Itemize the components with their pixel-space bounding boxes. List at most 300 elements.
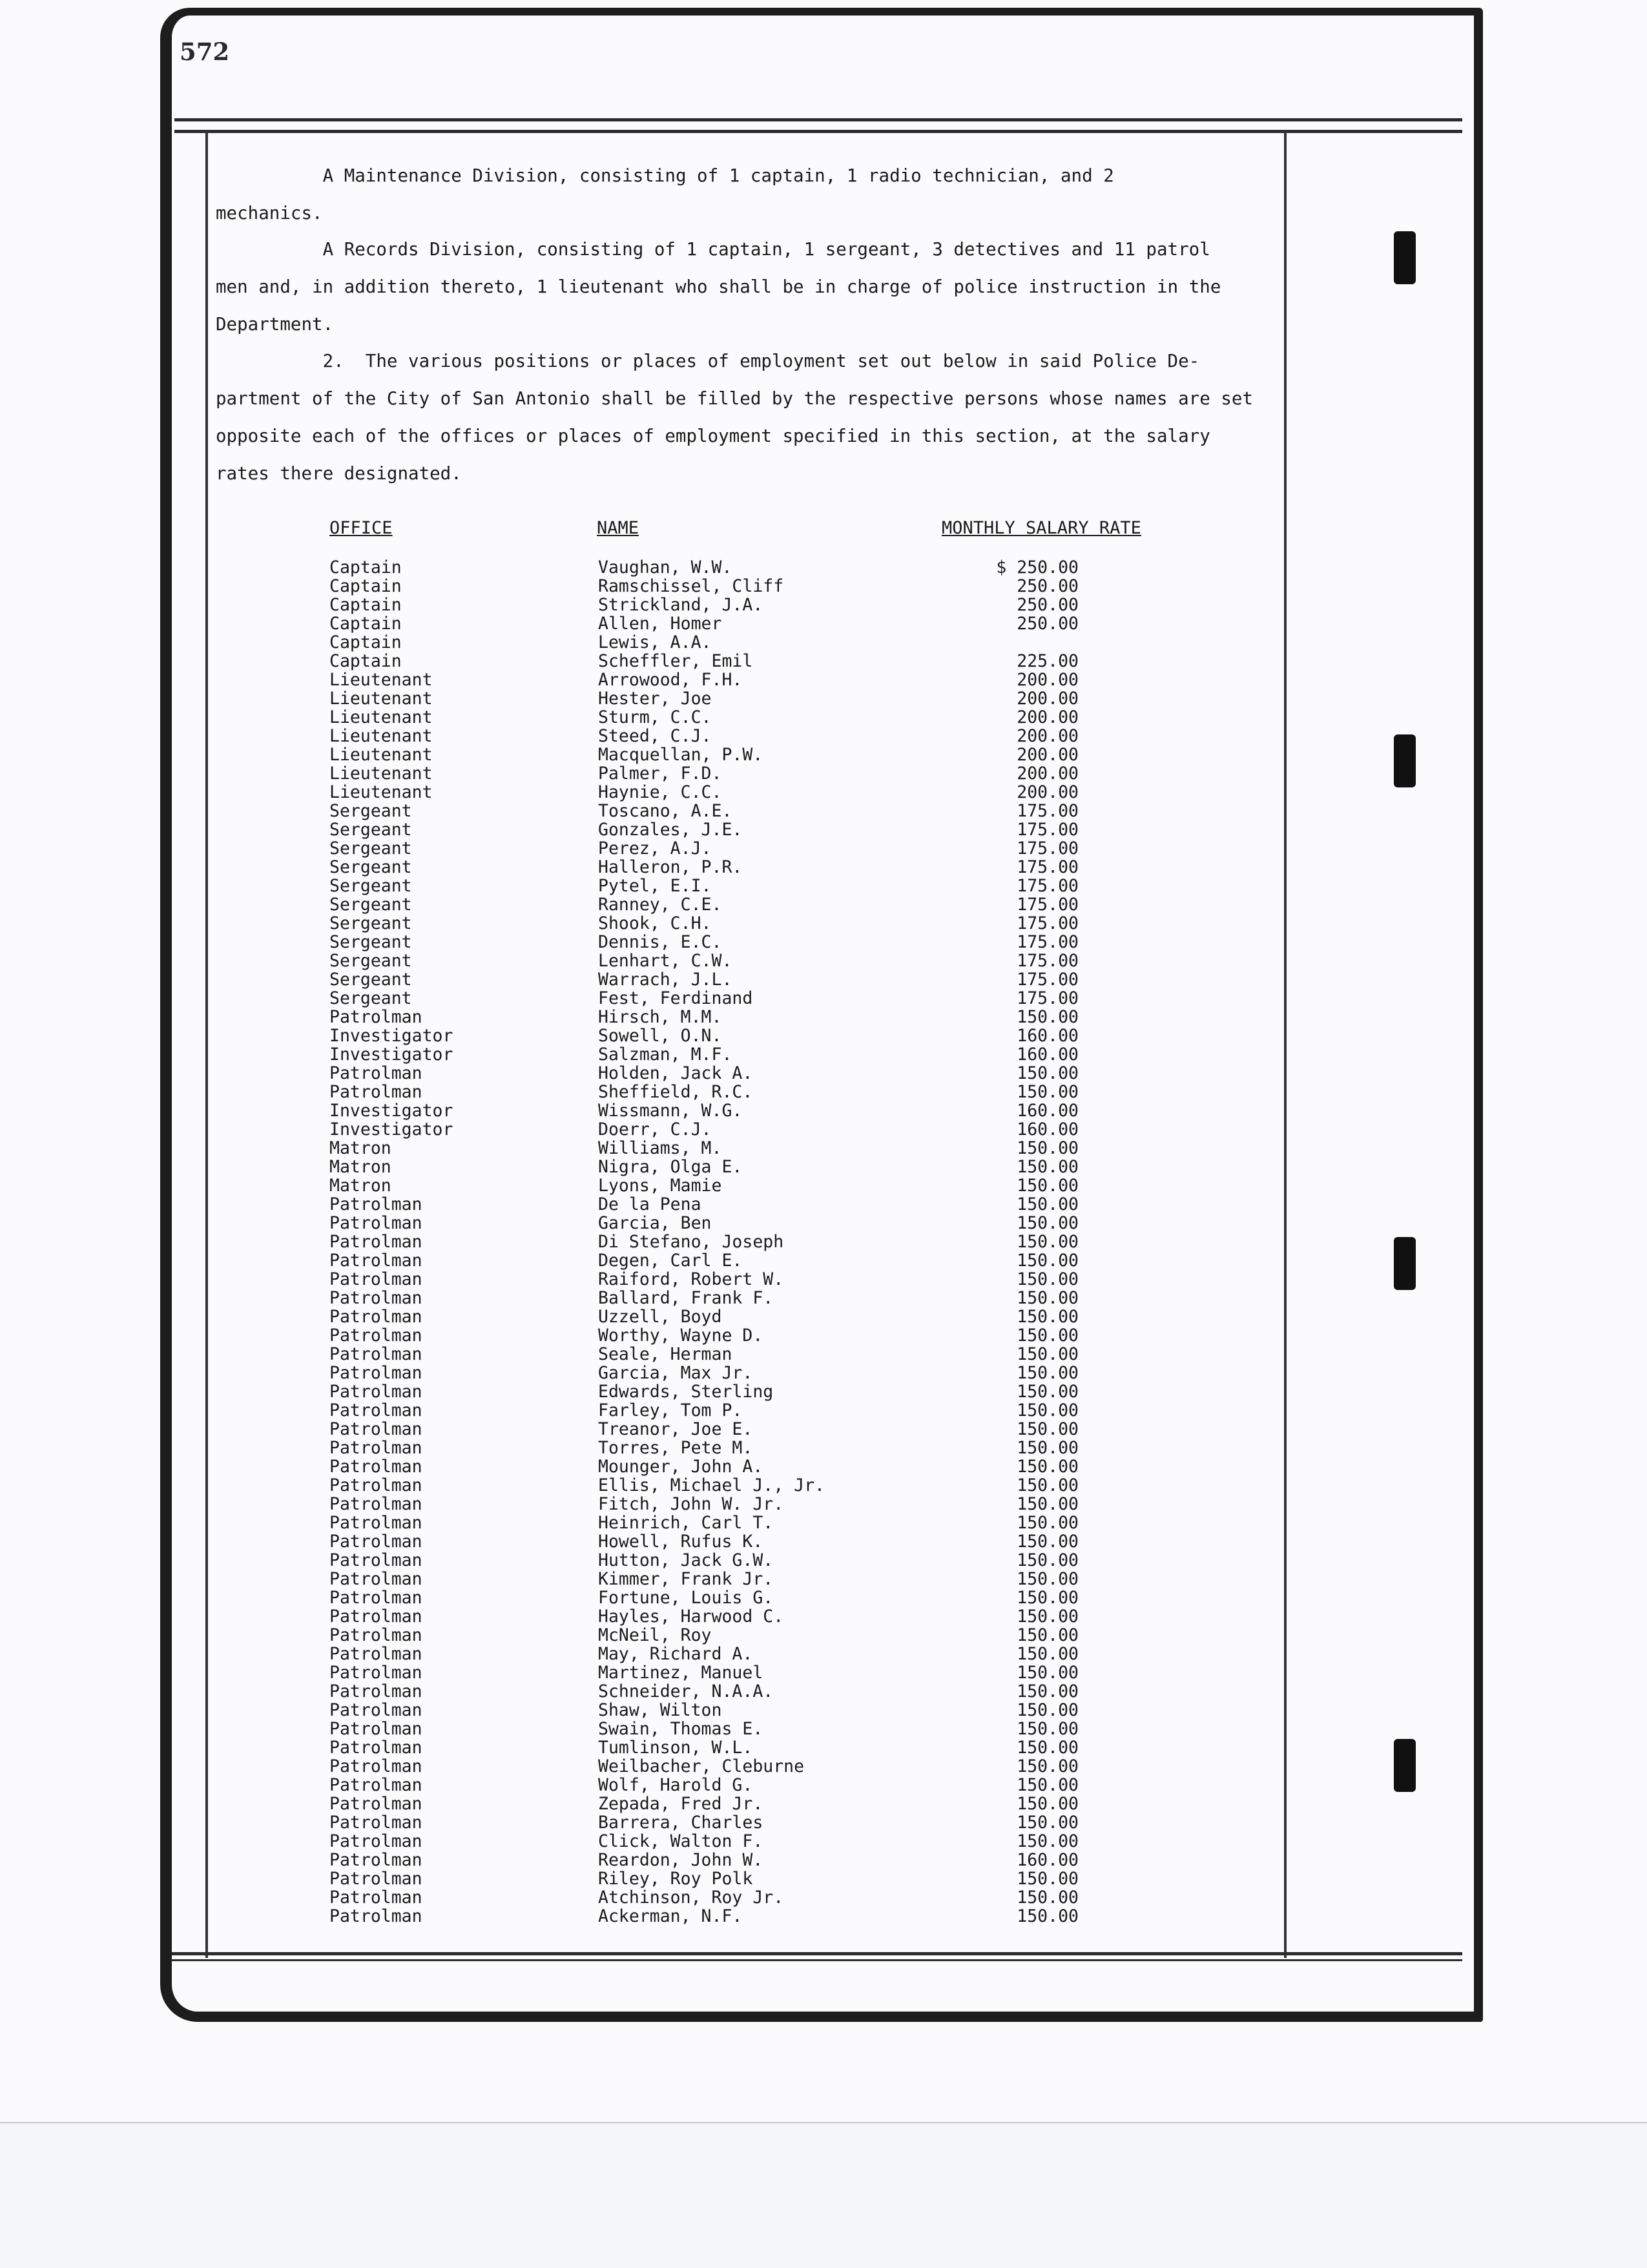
name-cell: Fitch, John W. Jr.	[598, 1494, 784, 1514]
page-number: 572	[180, 37, 230, 66]
table-row	[0, 933, 1647, 952]
table-row	[0, 689, 1647, 708]
salary-cell: 200.00	[1017, 782, 1079, 802]
table-row	[0, 745, 1647, 764]
office-cell: Patrolman	[329, 1569, 422, 1589]
name-cell: Allen, Homer	[598, 614, 722, 634]
name-cell: Barrera, Charles	[598, 1813, 763, 1833]
office-cell: Patrolman	[329, 1756, 422, 1776]
salary-cell: 150.00	[1017, 1063, 1079, 1083]
office-cell: Patrolman	[329, 1888, 422, 1908]
office-cell: Lieutenant	[329, 764, 433, 784]
name-cell: Scheffler, Emil	[598, 651, 753, 671]
table-row	[0, 970, 1647, 989]
table-row	[0, 1682, 1647, 1701]
office-cell: Sergeant	[329, 895, 412, 915]
salary-cell: 150.00	[1017, 1457, 1079, 1477]
office-cell: Patrolman	[329, 1457, 422, 1477]
name-cell: Di Stefano, Joseph	[598, 1232, 784, 1252]
office-cell: Patrolman	[329, 1588, 422, 1608]
name-cell: Garcia, Ben	[598, 1213, 712, 1233]
office-cell: Captain	[329, 614, 402, 634]
salary-cell: 250.00	[1017, 576, 1079, 596]
name-cell: Treanor, Joe E.	[598, 1419, 753, 1439]
office-cell: Sergeant	[329, 857, 412, 877]
office-cell: Patrolman	[329, 1681, 422, 1701]
name-cell: Edwards, Sterling	[598, 1382, 774, 1402]
table-row	[0, 671, 1647, 689]
table-row	[0, 1663, 1647, 1682]
name-cell: Degen, Carl E.	[598, 1251, 743, 1271]
salary-cell: 150.00	[1017, 1157, 1079, 1177]
header-rule	[174, 118, 1462, 121]
salary-cell: 175.00	[1017, 932, 1079, 952]
table-row	[0, 1214, 1647, 1233]
name-cell: Howell, Rufus K.	[598, 1532, 763, 1552]
salary-cell: 150.00	[1017, 1138, 1079, 1158]
name-cell: Wissmann, W.G.	[598, 1101, 743, 1121]
salary-cell: 150.00	[1017, 1625, 1079, 1645]
salary-cell: 150.00	[1017, 1344, 1079, 1364]
name-cell: Hester, Joe	[598, 689, 712, 709]
table-row	[0, 1083, 1647, 1101]
name-cell: McNeil, Roy	[598, 1625, 712, 1645]
name-cell: Schneider, N.A.A.	[598, 1681, 774, 1701]
name-cell: Williams, M.	[598, 1138, 722, 1158]
name-cell: Lyons, Mamie	[598, 1176, 722, 1196]
salary-cell: 160.00	[1017, 1101, 1079, 1121]
name-cell: May, Richard A.	[598, 1644, 753, 1664]
office-cell: Lieutenant	[329, 745, 433, 765]
salary-cell: 160.00	[1017, 1026, 1079, 1046]
salary-cell: 150.00	[1017, 1232, 1079, 1252]
name-cell: Click, Walton F.	[598, 1831, 763, 1851]
footer-rule	[172, 1952, 1462, 1955]
table-row	[0, 1120, 1647, 1139]
table-row	[0, 727, 1647, 745]
office-cell: Patrolman	[329, 1738, 422, 1758]
office-cell: Patrolman	[329, 1850, 422, 1870]
salary-cell: 150.00	[1017, 1494, 1079, 1514]
table-row	[0, 1888, 1647, 1907]
office-cell: Matron	[329, 1157, 391, 1177]
table-row	[0, 764, 1647, 783]
name-cell: Seale, Herman	[598, 1344, 732, 1364]
salary-cell: 200.00	[1017, 764, 1079, 784]
table-row	[0, 1457, 1647, 1476]
table-row	[0, 839, 1647, 858]
salary-cell: 150.00	[1017, 1363, 1079, 1383]
office-cell: Patrolman	[329, 1813, 422, 1833]
salary-cell: 150.00	[1017, 1475, 1079, 1495]
name-cell: Lewis, A.A.	[598, 632, 712, 652]
office-cell: Captain	[329, 632, 402, 652]
name-cell: Sturm, C.C.	[598, 707, 712, 727]
name-cell: Zepada, Fred Jr.	[598, 1794, 763, 1814]
name-cell: Heinrich, Carl T.	[598, 1513, 774, 1533]
salary-cell: 200.00	[1017, 726, 1079, 746]
name-cell: Sowell, O.N.	[598, 1026, 722, 1046]
table-row	[0, 1176, 1647, 1195]
office-cell: Patrolman	[329, 1607, 422, 1627]
table-row	[0, 820, 1647, 839]
table-row	[0, 1439, 1647, 1457]
table-row	[0, 1832, 1647, 1851]
office-cell: Patrolman	[329, 1700, 422, 1720]
table-row	[0, 1289, 1647, 1307]
salary-cell: 150.00	[1017, 1213, 1079, 1233]
table-row	[0, 989, 1647, 1008]
name-cell: Raiford, Robert W.	[598, 1269, 784, 1289]
salary-cell: 175.00	[1017, 801, 1079, 821]
header-rule	[174, 130, 1462, 133]
salary-cell: 175.00	[1017, 838, 1079, 858]
office-cell: Patrolman	[329, 1082, 422, 1102]
office-cell: Lieutenant	[329, 707, 433, 727]
name-cell: Garcia, Max Jr.	[598, 1363, 753, 1383]
table-row	[0, 1064, 1647, 1083]
table-row	[0, 1607, 1647, 1626]
name-cell: Steed, C.J.	[598, 726, 712, 746]
office-cell: Sergeant	[329, 988, 412, 1008]
salary-cell: 150.00	[1017, 1700, 1079, 1720]
office-cell: Patrolman	[329, 1719, 422, 1739]
name-cell: Reardon, John W.	[598, 1850, 763, 1870]
salary-cell: 150.00	[1017, 1307, 1079, 1327]
name-cell: Shook, C.H.	[598, 913, 712, 933]
name-cell: Nigra, Olga E.	[598, 1157, 743, 1177]
table-row	[0, 1364, 1647, 1382]
salary-cell: 150.00	[1017, 1681, 1079, 1701]
name-cell: Pytel, E.I.	[598, 876, 712, 896]
office-cell: Sergeant	[329, 913, 412, 933]
office-cell: Sergeant	[329, 951, 412, 971]
name-cell: Hayles, Harwood C.	[598, 1607, 784, 1627]
name-cell: Fortune, Louis G.	[598, 1588, 774, 1608]
salary-cell: 175.00	[1017, 895, 1079, 915]
paragraph-maintenance-division: A Maintenance Division, consisting of 1 captain, 1 radio technician, and 2 mechanics.	[216, 165, 1114, 224]
name-cell: Gonzales, J.E.	[598, 820, 743, 840]
salary-cell: 160.00	[1017, 1119, 1079, 1139]
salary-cell: 175.00	[1017, 970, 1079, 990]
table-row	[0, 1326, 1647, 1345]
table-row	[0, 577, 1647, 596]
office-cell: Matron	[329, 1138, 391, 1158]
name-cell: Martinez, Manuel	[598, 1663, 763, 1683]
office-cell: Patrolman	[329, 1400, 422, 1420]
name-cell: Perez, A.J.	[598, 838, 712, 858]
office-cell: Patrolman	[329, 1382, 422, 1402]
table-row	[0, 596, 1647, 614]
office-cell: Captain	[329, 595, 402, 615]
table-row	[0, 1851, 1647, 1869]
salary-cell: 150.00	[1017, 1269, 1079, 1289]
office-cell: Patrolman	[329, 1194, 422, 1214]
office-cell: Lieutenant	[329, 726, 433, 746]
office-cell: Captain	[329, 576, 402, 596]
name-cell: Torres, Pete M.	[598, 1438, 753, 1458]
name-cell: Halleron, P.R.	[598, 857, 743, 877]
name-cell: Haynie, C.C.	[598, 782, 722, 802]
salary-cell: 150.00	[1017, 1813, 1079, 1833]
table-row	[0, 1382, 1647, 1401]
table-row	[0, 783, 1647, 802]
salary-cell: 225.00	[1017, 651, 1079, 671]
table-row	[0, 1776, 1647, 1795]
name-cell: Warrach, J.L.	[598, 970, 732, 990]
footer-rule	[172, 1959, 1462, 1961]
salary-cell: 150.00	[1017, 1663, 1079, 1683]
table-row	[0, 1514, 1647, 1532]
table-row	[0, 1588, 1647, 1607]
salary-cell: 150.00	[1017, 1288, 1079, 1308]
salary-cell: 150.00	[1017, 1326, 1079, 1346]
name-cell: Palmer, F.D.	[598, 764, 722, 784]
office-cell: Captain	[329, 557, 402, 577]
name-cell: Mounger, John A.	[598, 1457, 763, 1477]
table-row	[0, 1532, 1647, 1551]
office-cell: Sergeant	[329, 932, 412, 952]
name-cell: Uzzell, Boyd	[598, 1307, 722, 1327]
table-row	[0, 1645, 1647, 1663]
table-row	[0, 1420, 1647, 1439]
office-cell: Patrolman	[329, 1269, 422, 1289]
salary-cell: 175.00	[1017, 820, 1079, 840]
name-cell: Doerr, C.J.	[598, 1119, 712, 1139]
salary-cell: 175.00	[1017, 913, 1079, 933]
name-cell: Ellis, Michael J., Jr.	[598, 1475, 825, 1495]
office-cell: Lieutenant	[329, 782, 433, 802]
column-header-office: OFFICE	[329, 518, 393, 538]
office-cell: Patrolman	[329, 1288, 422, 1308]
office-cell: Patrolman	[329, 1644, 422, 1664]
table-row	[0, 1813, 1647, 1832]
office-cell: Lieutenant	[329, 670, 433, 690]
table-row	[0, 614, 1647, 633]
name-cell: Ackerman, N.F.	[598, 1906, 743, 1926]
name-cell: Strickland, J.A.	[598, 595, 763, 615]
salary-cell: 160.00	[1017, 1045, 1079, 1065]
table-row	[0, 1307, 1647, 1326]
salary-cell: 150.00	[1017, 1869, 1079, 1889]
salary-cell: 150.00	[1017, 1438, 1079, 1458]
salary-cell: 150.00	[1017, 1831, 1079, 1851]
salary-cell: 200.00	[1017, 689, 1079, 709]
office-cell: Sergeant	[329, 838, 412, 858]
salary-cell: 150.00	[1017, 1513, 1079, 1533]
name-cell: Macquellan, P.W.	[598, 745, 763, 765]
table-row	[0, 858, 1647, 877]
salary-cell: 150.00	[1017, 1794, 1079, 1814]
salary-cell: 160.00	[1017, 1850, 1079, 1870]
salary-cell: 200.00	[1017, 745, 1079, 765]
office-cell: Patrolman	[329, 1475, 422, 1495]
office-cell: Lieutenant	[329, 689, 433, 709]
table-row	[0, 1045, 1647, 1064]
salary-cell: 150.00	[1017, 1906, 1079, 1926]
office-cell: Patrolman	[329, 1232, 422, 1252]
office-cell: Patrolman	[329, 1625, 422, 1645]
office-cell: Patrolman	[329, 1007, 422, 1027]
name-cell: Swain, Thomas E.	[598, 1719, 763, 1739]
name-cell: Hutton, Jack G.W.	[598, 1550, 774, 1570]
office-cell: Patrolman	[329, 1775, 422, 1795]
table-row	[0, 633, 1647, 652]
office-cell: Patrolman	[329, 1550, 422, 1570]
salary-cell: 200.00	[1017, 707, 1079, 727]
table-row	[0, 1251, 1647, 1270]
name-cell: Dennis, E.C.	[598, 932, 722, 952]
office-cell: Patrolman	[329, 1213, 422, 1233]
salary-cell: 250.00	[1017, 614, 1079, 634]
office-cell: Investigator	[329, 1119, 453, 1139]
office-cell: Captain	[329, 651, 402, 671]
name-cell: Shaw, Wilton	[598, 1700, 722, 1720]
table-row	[0, 558, 1647, 577]
table-row	[0, 1158, 1647, 1176]
table-row	[0, 1195, 1647, 1214]
office-cell: Patrolman	[329, 1363, 422, 1383]
office-cell: Investigator	[329, 1101, 453, 1121]
table-row	[0, 652, 1647, 671]
table-row	[0, 1738, 1647, 1757]
salary-cell: 175.00	[1017, 951, 1079, 971]
table-row	[0, 1869, 1647, 1888]
salary-cell: 150.00	[1017, 1382, 1079, 1402]
name-cell: Hirsch, M.M.	[598, 1007, 722, 1027]
office-cell: Patrolman	[329, 1326, 422, 1346]
office-cell: Sergeant	[329, 970, 412, 990]
name-cell: Ballard, Frank F.	[598, 1288, 774, 1308]
salary-cell: 250.00	[1017, 595, 1079, 615]
office-cell: Sergeant	[329, 876, 412, 896]
table-row	[0, 877, 1647, 895]
table-row	[0, 1476, 1647, 1495]
office-cell: Investigator	[329, 1026, 453, 1046]
table-row	[0, 952, 1647, 970]
name-cell: Holden, Jack A.	[598, 1063, 753, 1083]
office-cell: Patrolman	[329, 1438, 422, 1458]
office-cell: Patrolman	[329, 1532, 422, 1552]
salary-cell: $ 250.00	[996, 557, 1079, 577]
table-row	[0, 708, 1647, 727]
office-cell: Sergeant	[329, 801, 412, 821]
office-cell: Patrolman	[329, 1251, 422, 1271]
salary-cell: 175.00	[1017, 857, 1079, 877]
table-row	[0, 1720, 1647, 1738]
salary-cell: 150.00	[1017, 1644, 1079, 1664]
table-row	[0, 914, 1647, 933]
binder-hole-mark	[1394, 231, 1416, 284]
name-cell: Worthy, Wayne D.	[598, 1326, 763, 1346]
name-cell: Kimmer, Frank Jr.	[598, 1569, 774, 1589]
name-cell: Tumlinson, W.L.	[598, 1738, 753, 1758]
table-row	[0, 1270, 1647, 1289]
salary-cell: 175.00	[1017, 988, 1079, 1008]
table-row	[0, 1551, 1647, 1570]
salary-cell: 150.00	[1017, 1251, 1079, 1271]
name-cell: Weilbacher, Cleburne	[598, 1756, 805, 1776]
table-row	[0, 1401, 1647, 1420]
name-cell: Sheffield, R.C.	[598, 1082, 753, 1102]
salary-cell: 150.00	[1017, 1532, 1079, 1552]
office-cell: Sergeant	[329, 820, 412, 840]
office-cell: Patrolman	[329, 1063, 422, 1083]
table-row	[0, 1345, 1647, 1364]
salary-cell: 150.00	[1017, 1007, 1079, 1027]
office-cell: Patrolman	[329, 1307, 422, 1327]
salary-cell: 150.00	[1017, 1775, 1079, 1795]
table-row	[0, 1233, 1647, 1251]
name-cell: Wolf, Harold G.	[598, 1775, 753, 1795]
table-row	[0, 1495, 1647, 1514]
salary-cell: 175.00	[1017, 876, 1079, 896]
office-cell: Patrolman	[329, 1869, 422, 1889]
salary-cell: 150.00	[1017, 1607, 1079, 1627]
name-cell: Arrowood, F.H.	[598, 670, 743, 690]
table-row	[0, 1101, 1647, 1120]
table-row	[0, 1570, 1647, 1588]
salary-cell: 150.00	[1017, 1888, 1079, 1908]
name-cell: Salzman, M.F.	[598, 1045, 732, 1065]
name-cell: Farley, Tom P.	[598, 1400, 743, 1420]
office-cell: Investigator	[329, 1045, 453, 1065]
table-row	[0, 1626, 1647, 1645]
paragraph-records-division: A Records Division, consisting of 1 captain, 1 sergeant, 3 detectives and 11 patrol men and, in addition thereto, 1 lieutenant who shall be in charge of police instruction in the Department.	[216, 239, 1221, 335]
office-cell: Patrolman	[329, 1831, 422, 1851]
name-cell: Lenhart, C.W.	[598, 951, 732, 971]
column-header-name: NAME	[597, 518, 639, 538]
table-row	[0, 1757, 1647, 1776]
name-cell: Vaughan, W.W.	[598, 557, 732, 577]
salary-cell: 150.00	[1017, 1569, 1079, 1589]
table-row	[0, 1701, 1647, 1720]
name-cell: Fest, Ferdinand	[598, 988, 753, 1008]
name-cell: Ranney, C.E.	[598, 895, 722, 915]
name-cell: Riley, Roy Polk	[598, 1869, 753, 1889]
salary-cell: 150.00	[1017, 1719, 1079, 1739]
salary-cell: 150.00	[1017, 1419, 1079, 1439]
paragraph-section-2: 2. The various positions or places of employment set out below in said Police De- partment of the City of San Antonio shall be filled by the respective persons whose names are set opposite each of the offices or places of employment specified in this section, at the salary rates there designated.	[216, 351, 1253, 484]
name-cell: Atchinson, Roy Jr.	[598, 1888, 784, 1908]
salary-cell: 150.00	[1017, 1550, 1079, 1570]
office-cell: Matron	[329, 1176, 391, 1196]
table-row	[0, 1026, 1647, 1045]
office-cell: Patrolman	[329, 1344, 422, 1364]
salary-cell: 150.00	[1017, 1588, 1079, 1608]
table-row	[0, 1008, 1647, 1026]
office-cell: Patrolman	[329, 1663, 422, 1683]
page-bottom-strip	[0, 2122, 1647, 2268]
salary-cell: 150.00	[1017, 1176, 1079, 1196]
salary-cell: 150.00	[1017, 1756, 1079, 1776]
table-row	[0, 895, 1647, 914]
salary-cell: 150.00	[1017, 1400, 1079, 1420]
office-cell: Patrolman	[329, 1906, 422, 1926]
table-row	[0, 1795, 1647, 1813]
office-cell: Patrolman	[329, 1794, 422, 1814]
office-cell: Patrolman	[329, 1494, 422, 1514]
salary-cell: 150.00	[1017, 1082, 1079, 1102]
office-cell: Patrolman	[329, 1419, 422, 1439]
name-cell: Toscano, A.E.	[598, 801, 732, 821]
name-cell: Ramschissel, Cliff	[598, 576, 784, 596]
salary-cell: 150.00	[1017, 1738, 1079, 1758]
table-row	[0, 1139, 1647, 1158]
table-row	[0, 802, 1647, 820]
salary-cell: 200.00	[1017, 670, 1079, 690]
column-header-salary: MONTHLY SALARY RATE	[942, 518, 1141, 538]
